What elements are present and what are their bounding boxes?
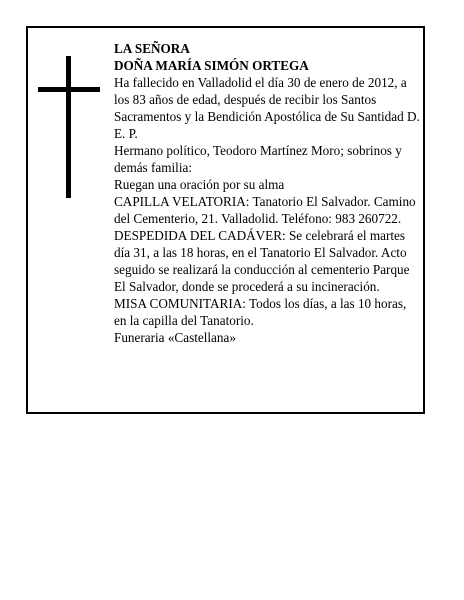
family-members: Hermano político, Teodoro Martínez Moro; sobrinos y demás familia: bbox=[114, 143, 402, 175]
death-announcement: Ha fallecido en Valladolid el día 30 de enero de 2012, a los 83 años de edad, después de recibir los Santos Sacramentos y la Bendición Apostólica de Su Santidad D. E. P. bbox=[114, 75, 420, 141]
cross-icon bbox=[38, 56, 100, 198]
cross-vertical-bar bbox=[66, 56, 71, 198]
prayer-request: Ruegan una oración por su alma bbox=[114, 177, 285, 192]
notice-heading: LA SEÑORA bbox=[114, 41, 190, 56]
wake-chapel-info: CAPILLA VELATORIA: Tanatorio El Salvador. Camino del Cementerio, 21. Valladolid. Teléfono: 983 260722. bbox=[114, 194, 416, 226]
funeral-home: Funeraria «Castellana» bbox=[114, 330, 236, 345]
notice-text bbox=[114, 40, 421, 346]
farewell-info: DESPEDIDA DEL CADÁVER: Se celebrará el martes día 31, a las 18 horas, en el Tanatorio El Salvador. Acto seguido se realizará la conducción al cementerio Parque El Salvador, donde se procederá a su incineración. bbox=[114, 228, 410, 294]
community-mass-info: MISA COMUNITARIA: Todos los días, a las 10 horas, en la capilla del Tanatorio. bbox=[114, 296, 407, 328]
obituary-notice bbox=[26, 26, 425, 414]
cross-horizontal-bar bbox=[38, 87, 100, 92]
deceased-name: DOÑA MARÍA SIMÓN ORTEGA bbox=[114, 58, 309, 73]
